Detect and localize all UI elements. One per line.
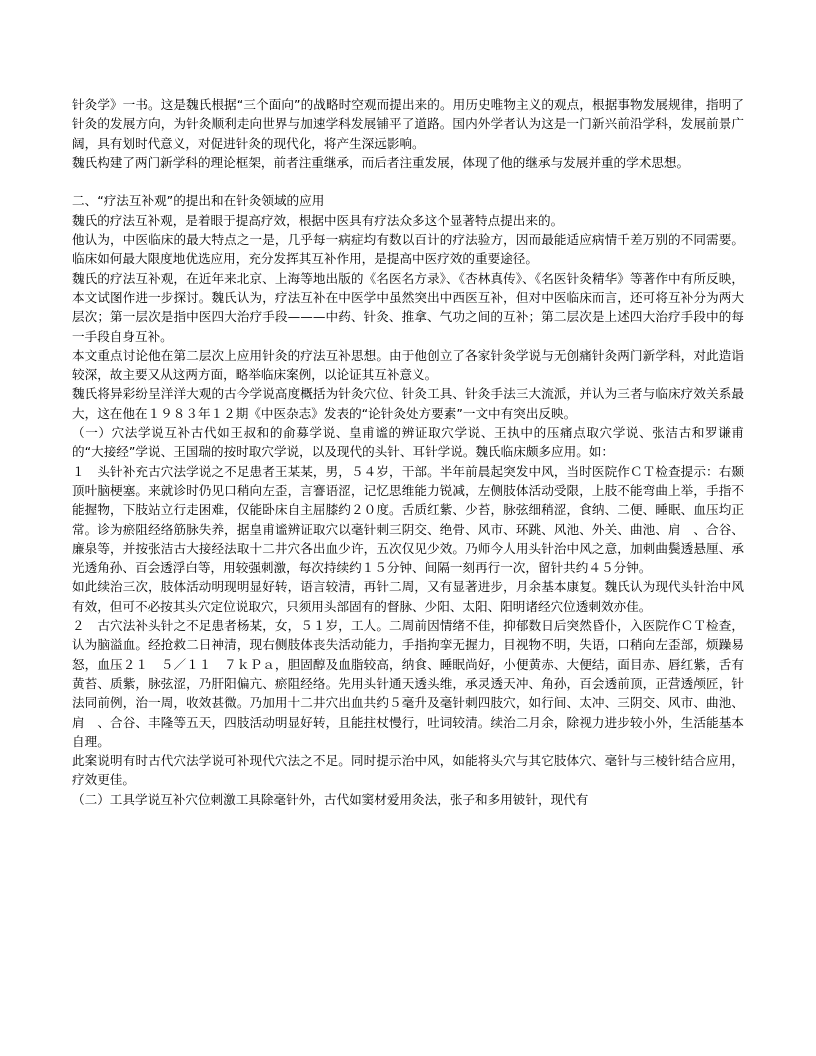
paragraph: １ 头针补充古穴法学说之不足患者王某某，男，５４岁，干部。半年前晨起突发中风，当时医院作ＣＴ检查提示：右颞顶叶脑梗塞。来就诊时仍见口稍向左歪，言謇语涩，记忆思维能力锐减，左侧肢体活动受限，上肢不能弯曲上举，手指不能握物，下肢站立行走困难，仅能卧床自主屈膝约２０度。舌质红紫、少苔，脉弦细稍涩，食纳、二便、睡眠、血压均正常。诊为瘀阻经络筋脉失养，据皇甫谧辨证取穴以毫针刺三阴交、绝骨、风市、环跳、风池、外关、曲池、肩 、合谷、廉泉等，并按张洁古大接经法取十二井穴各出血少许，五次仅见少效。乃师今人用头针治中风之意，加刺曲鬓透悬厘、承光透角孙、百会透浮白等，用较强刺激，每次持续约１５分钟、间隔一刻再行一次，留针共约４５分钟。	[72, 463, 744, 576]
paragraph: 此案说明有时古代穴法学说可补现代穴法之不足。同时提示治中风，如能将头穴与其它肢体穴、毫针与三棱针结合应用，疗效更佳。	[72, 753, 744, 788]
paragraph: 本文重点讨论他在第二层次上应用针灸的疗法互补思想。由于他创立了各家针灸学说与无创痛针灸两门新学科，对此造诣较深，故主要又从这两方面，略举临床案例，以论证其互补意义。	[72, 347, 744, 383]
paragraph: ２ 古穴法补头针之不足患者杨某，女，５１岁，工人。二周前因情绪不佳，抑郁数日后突然昏仆，入医院作ＣＴ检查，认为脑溢血。经抢救二日神清，现右侧肢体丧失活动能力，手指拘挛无握力，目视物不明，失语，口稍向左歪部，烦躁易怒，血压２１ ５／１１ ７ｋＰａ，胆固醇及血脂较高，纳食、睡眠尚好，小便黄赤、大便结，面目赤、唇红紫，舌有黄苔、质紫，脉弦涩，乃肝阳偏亢、瘀阻经络。先用头针通天透头维，承灵透天冲、角孙，百会透前顶，正营透颅匠，针法同前例，治一周，收效甚微。乃加用十二井穴出血共约５毫升及毫针刺四肢穴，如行间、太冲、三阴交、风市、曲池、肩 、合谷、丰隆等五天，四肢活动明显好转，且能拄杖慢行，吐词较清。续治二月余，除视力进步较小外，生活能基本自理。	[72, 618, 744, 749]
paragraph: 针灸学》一书。这是魏氏根据“三个面向”的战略时空观而提出来的。用历史唯物主义的观点，根据事物发展规律，指明了针灸的发展方向，为针灸顺利走向世界与加速学科发展铺平了道路。国内外学者认为这是一门新兴前沿学科，发展前景广阔，具有划时代意义，对促进针灸的现代化，将产生深远影响。	[72, 97, 744, 151]
paragraph: 魏氏将异彩纷呈洋洋大观的古今学说高度概括为针灸穴位、针灸工具、针灸手法三大流派，并认为三者与临床疗效关系最大，这在他在１９８３年１２期《中医杂志》发表的“论针灸处方要素”一文中有突出反映。	[72, 386, 744, 421]
paragraph: 魏氏构建了两门新学科的理论框架，前者注重继承，而后者注重发展，体现了他的继承与发展并重的学术思想。	[72, 154, 690, 170]
paragraph: 魏氏的疗法互补观，在近年来北京、上海等地出版的《名医名方录》、《杏林真传》、《名医针灸精华》等著作中有所反映，本文试图作进一步探讨。魏氏认为，疗法互补在中医学中虽然突出中西医互补，但对中医临床而言，还可将互补分为两大层次；第一层次是指中医四大治疗手段———中药、针灸、推拿、气功之间的互补；第二层次是上述四大治疗手段中的每一手段自身互补。	[72, 270, 744, 344]
section-heading: 二、“疗法互补观”的提出和在针灸领域的应用	[72, 193, 325, 209]
paragraph: （一）穴法学说互补古代如王叔和的俞募学说、皇甫谧的辨证取穴学说、王执中的压痛点取穴学说、张洁古和罗谦甫的“大接经”学说、王国瑞的按时取穴学说，以及现代的头针、耳针学说。魏氏临床颇多应用。如：	[72, 425, 744, 460]
document-body	[72, 95, 744, 809]
paragraph: 他认为，中医临床的最大特点之一是，几乎每一病症均有数以百计的疗法验方，因而最能适应病情千差万别的不同需要。临床如何最大限度地优选应用，充分发挥其互补作用，是提高中医疗效的重要途径。	[72, 232, 744, 267]
paragraph: 如此续治三次，肢体活动明现明显好转，语言较清，再针二周，又有显著进步，月余基本康复。魏氏认为现代头针治中风有效，但可不必按其头穴定位说取穴，只须用头部固有的督脉、少阳、太阳、阳明诸经穴位透刺效亦佳。	[72, 579, 744, 614]
paragraph: （二）工具学说互补穴位刺激工具除毫针外，古代如窦材爱用灸法，张子和多用铍针，现代有	[72, 791, 589, 807]
paragraph: 魏氏的疗法互补观，是着眼于提高疗效，根据中医具有疗法众多这个显著特点提出来的。	[72, 212, 564, 228]
paragraph-spacer	[72, 172, 744, 191]
